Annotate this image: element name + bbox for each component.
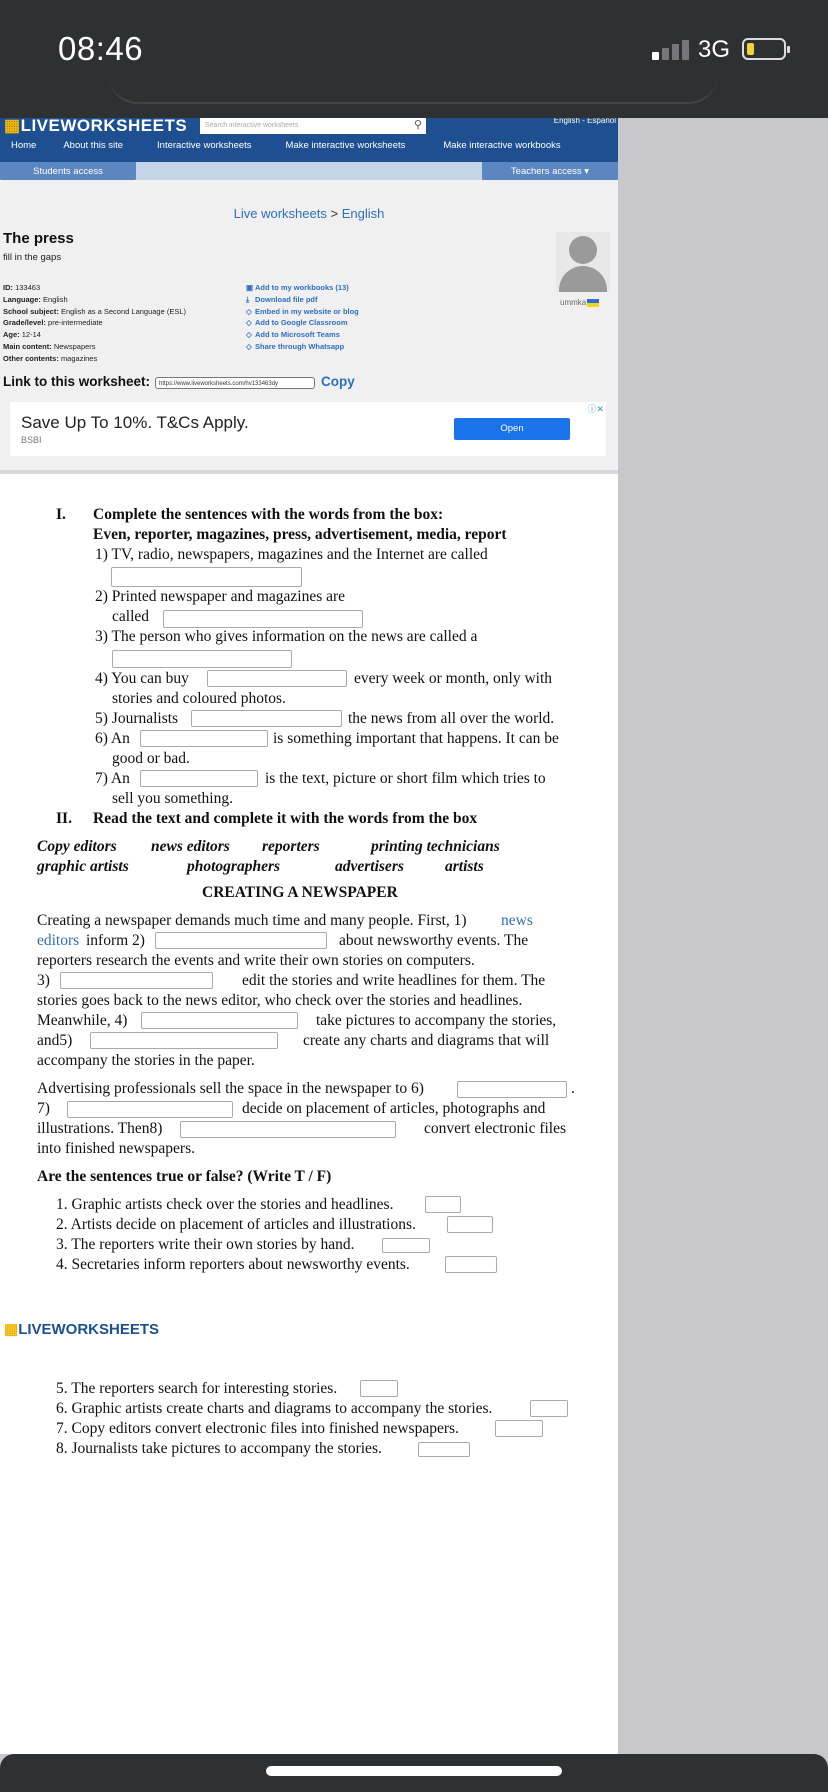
box-word: artists xyxy=(445,858,484,875)
search-icon[interactable]: ⚲ xyxy=(413,119,422,131)
question-3: 3) The person who gives information on the news are called a xyxy=(95,628,478,645)
nav-make-worksheets[interactable]: Make interactive worksheets xyxy=(285,140,406,151)
battery-icon xyxy=(742,38,786,60)
microsoft-teams-link[interactable]: ◇ Add to Microsoft Teams xyxy=(246,330,340,340)
story-text: inform 2) xyxy=(86,932,145,949)
story-text: stories goes back to the news editor, who check over the stories and headlines. xyxy=(37,992,523,1009)
ad-open-button[interactable]: Open xyxy=(454,418,570,440)
tf-field-7[interactable] xyxy=(495,1420,543,1437)
box-word: photographers xyxy=(187,858,281,875)
answer-field-6[interactable] xyxy=(140,730,268,747)
footer-logo: ▦LIVEWORKSHEETS xyxy=(4,1321,160,1338)
students-access-button[interactable]: Students access xyxy=(0,162,136,182)
top-nav xyxy=(0,118,618,162)
story-text: decide on placement of articles, photographs and xyxy=(242,1100,546,1117)
worksheet-description: fill in the gaps xyxy=(3,252,62,263)
question-4-cont: every week or month, only with xyxy=(354,670,553,687)
language-switch[interactable]: English - Español xyxy=(553,118,616,125)
story-field-4[interactable] xyxy=(141,1012,298,1029)
share-icon: ◇ xyxy=(246,318,252,328)
question-7: 7) An xyxy=(95,770,130,787)
home-bar xyxy=(0,1754,828,1792)
flag-icon xyxy=(587,299,599,307)
answer-field-4[interactable] xyxy=(207,670,347,687)
question-7-cont: is the text, picture or short film which tries to xyxy=(265,770,546,787)
example-answer: editors xyxy=(37,932,80,949)
side-gutter xyxy=(618,118,828,1754)
logo-icon: ▦ xyxy=(4,1321,19,1338)
box-word: Copy editors xyxy=(37,838,117,855)
story-field-3[interactable] xyxy=(60,972,213,989)
story-text: Meanwhile, 4) xyxy=(37,1012,128,1029)
section-number: II. xyxy=(56,810,72,827)
story-text: 7) xyxy=(37,1100,50,1117)
tf-item: 4. Secretaries inform reporters about newsworthy events. xyxy=(56,1256,410,1273)
answer-field-1[interactable] xyxy=(111,567,302,587)
question-1: 1) TV, radio, newspapers, magazines and the Internet are called xyxy=(95,546,488,563)
site-logo[interactable]: ▦LIVEWORKSHEETS xyxy=(4,118,188,135)
share-icon: ◇ xyxy=(246,306,252,316)
breadcrumb: Live worksheets > English xyxy=(233,206,385,221)
answer-field-5[interactable] xyxy=(191,710,342,727)
nav-links xyxy=(0,140,561,151)
worksheet-actions xyxy=(246,282,359,353)
whatsapp-link[interactable]: ◇ Share through Whatsapp xyxy=(246,341,345,351)
page-title: The press xyxy=(3,230,74,247)
answer-field-3[interactable] xyxy=(112,650,292,668)
tf-item: 5. The reporters search for interesting stories. xyxy=(56,1380,338,1397)
story-text: convert electronic files xyxy=(424,1120,567,1137)
box-word: printing technicians xyxy=(371,838,500,855)
question-5-cont: the news from all over the world. xyxy=(348,710,555,727)
home-indicator[interactable] xyxy=(266,1766,562,1776)
answer-field-7[interactable] xyxy=(140,770,258,787)
nav-home[interactable]: Home xyxy=(11,140,37,151)
add-to-workbooks-link[interactable]: ▣ Add to my workbooks (13) xyxy=(246,283,349,292)
download-pdf-link[interactable]: ⤓ Download file pdf xyxy=(246,294,318,304)
story-text: Creating a newspaper demands much time and many people. First, 1) xyxy=(37,912,467,929)
share-icon: ◇ xyxy=(246,341,252,351)
box-word: advertisers xyxy=(335,858,404,875)
tf-item: 1. Graphic artists check over the stories and headlines. xyxy=(56,1196,394,1213)
ad-title: Save Up To 10%. T&Cs Apply. xyxy=(21,413,249,432)
question-7-end: sell you something. xyxy=(112,790,233,807)
tf-item: 7. Copy editors convert electronic files into finished newspapers. xyxy=(56,1420,459,1437)
answer-field-2[interactable] xyxy=(163,610,363,628)
story-text: edit the stories and write headlines for them. The xyxy=(242,972,546,989)
story-field-8[interactable] xyxy=(180,1121,396,1138)
copy-link-button[interactable]: Copy xyxy=(321,374,355,389)
tf-heading: Are the sentences true or false? (Write T / F) xyxy=(37,1168,332,1185)
signal-icon xyxy=(652,40,689,60)
section-heading: Complete the sentences with the words from the box: xyxy=(93,506,444,523)
crumb-live-worksheets[interactable]: Live worksheets xyxy=(233,206,327,221)
ad-sponsor: BSBI xyxy=(21,435,42,445)
question-6-cont: is something important that happens. It can be xyxy=(273,730,559,747)
tf-field-4[interactable] xyxy=(445,1256,497,1273)
tf-item: 2. Artists decide on placement of articles and illustrations. xyxy=(56,1216,416,1233)
question-4-end: stories and coloured photos. xyxy=(112,690,286,707)
box-word: reporters xyxy=(262,838,320,855)
tf-field-2[interactable] xyxy=(447,1216,493,1233)
link-label: Link to this worksheet: xyxy=(3,374,151,389)
avatar[interactable] xyxy=(556,232,610,292)
word-box: Even, reporter, magazines, press, advertisement, media, report xyxy=(93,526,507,543)
crumb-english[interactable]: English xyxy=(341,206,385,221)
question-5: 5) Journalists xyxy=(95,710,179,727)
box-word: news editors xyxy=(151,838,230,855)
story-text: and5) xyxy=(37,1032,73,1049)
story-text: 3) xyxy=(37,972,50,989)
tf-item: 8. Journalists take pictures to accompany the stories. xyxy=(56,1440,382,1457)
download-icon: ⤓ xyxy=(246,294,250,304)
story-text: create any charts and diagrams that will xyxy=(303,1032,550,1049)
clock: 08:46 xyxy=(58,30,144,67)
tf-field-5[interactable] xyxy=(360,1380,398,1397)
example-answer: news xyxy=(501,912,533,929)
ad-close-icon[interactable]: ⓘ✕ xyxy=(587,404,604,414)
question-4: 4) You can buy xyxy=(95,670,189,687)
section-heading: Read the text and complete it with the words from the box xyxy=(93,810,478,827)
nav-make-workbooks[interactable]: Make interactive workbooks xyxy=(443,140,561,151)
embed-link[interactable]: ◇ Embed in my website or blog xyxy=(246,306,359,316)
question-6: 6) An xyxy=(95,730,130,747)
tf-field-8[interactable] xyxy=(418,1442,470,1457)
tf-item: 3. The reporters write their own stories by hand. xyxy=(56,1236,355,1253)
share-icon: ◇ xyxy=(246,330,252,340)
story-text: Advertising professionals sell the space in the newspaper to 6) xyxy=(37,1080,424,1097)
story-field-7[interactable] xyxy=(67,1101,233,1118)
story-field-5[interactable] xyxy=(90,1032,278,1049)
worksheet-meta: ID: 133463 Language: English School subject: English as a Second Language (ESL) Grade/level: pre-intermediate Age: 12-14 Main content: Newspapers Other contents: magazines xyxy=(3,283,187,363)
nav-interactive-worksheets[interactable]: Interactive worksheets xyxy=(157,140,252,151)
question-6-end: good or bad. xyxy=(112,750,190,767)
box-word: graphic artists xyxy=(37,858,129,875)
webpage xyxy=(0,118,618,1754)
teachers-access-button[interactable]: Teachers access ▾ xyxy=(482,162,618,182)
logo-icon: ▦ xyxy=(4,118,21,135)
story-text: about newsworthy events. The xyxy=(339,932,529,949)
story-text: accompany the stories in the paper. xyxy=(37,1052,255,1069)
author-name[interactable]: ummka xyxy=(560,298,599,307)
story-field-2[interactable] xyxy=(155,932,327,949)
tf-item: 6. Graphic artists create charts and diagrams to accompany the stories. xyxy=(56,1400,493,1417)
network-type: 3G xyxy=(698,36,731,63)
story-text: reporters research the events and write their own stories on computers. xyxy=(37,952,475,969)
tf-field-1[interactable] xyxy=(425,1196,461,1213)
search-input[interactable]: Search interactive worksheets ⚲ xyxy=(200,118,426,134)
story-title: CREATING A NEWSPAPER xyxy=(202,884,398,901)
story-field-6[interactable] xyxy=(457,1081,567,1098)
ad-banner[interactable] xyxy=(10,402,606,456)
address-bar[interactable] xyxy=(108,70,718,104)
section-number: I. xyxy=(56,506,66,523)
story-text: take pictures to accompany the stories, xyxy=(316,1012,557,1029)
status-bar xyxy=(0,0,828,118)
divider xyxy=(0,470,618,474)
bookmark-icon: ▣ xyxy=(246,283,254,292)
nav-about[interactable]: About this site xyxy=(63,140,124,151)
story-text: . xyxy=(571,1080,575,1097)
question-2: 2) Printed newspaper and magazines are xyxy=(95,588,346,605)
story-text: illustrations. Then8) xyxy=(37,1120,163,1137)
tf-field-6[interactable] xyxy=(530,1400,568,1417)
worksheet-link-field[interactable]: https://www.liveworksheets.com/hv133463dy xyxy=(155,377,315,389)
google-classroom-link[interactable]: ◇ Add to Google Classroom xyxy=(246,318,348,328)
story-text: into finished newspapers. xyxy=(37,1140,195,1157)
tf-field-3[interactable] xyxy=(382,1238,430,1253)
question-2-cont: called xyxy=(112,608,150,625)
